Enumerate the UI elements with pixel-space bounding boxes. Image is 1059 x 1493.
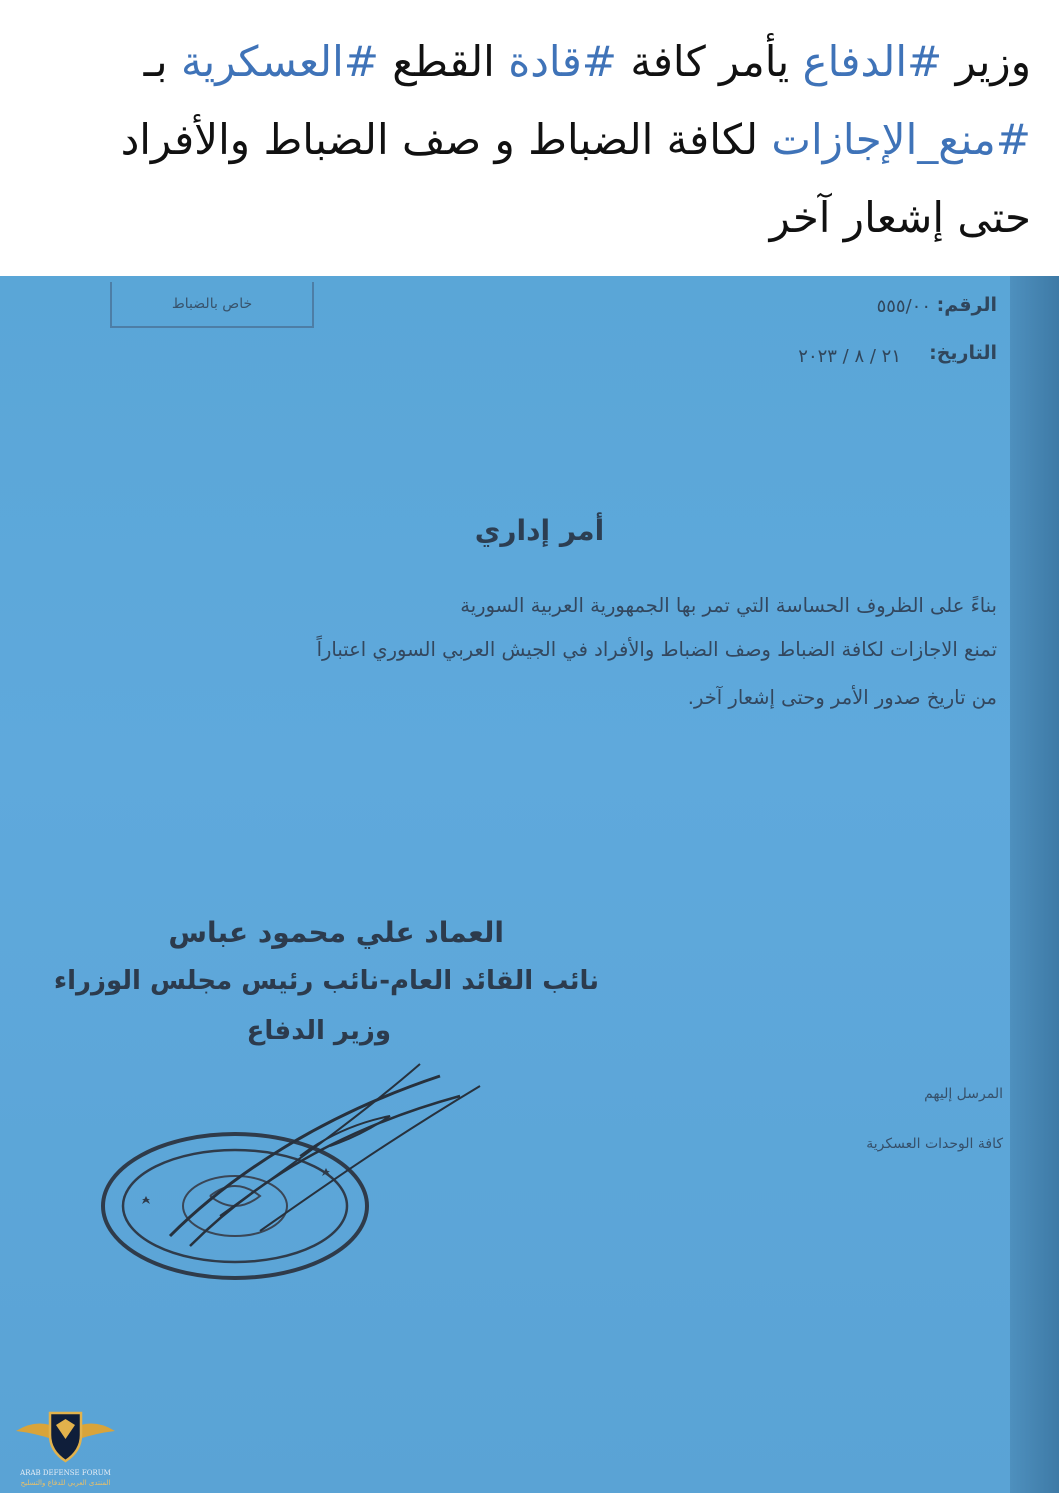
document-photo[interactable]	[0, 276, 1059, 1493]
seal-and-signature	[60, 1056, 520, 1306]
hashtag-defense[interactable]: #الدفاع	[802, 37, 943, 86]
hashtag-military[interactable]: #العسكرية	[180, 37, 379, 86]
private-box: خاص بالضباط	[110, 282, 314, 328]
recipients-label: المرسل إليهم	[924, 1086, 1003, 1102]
post-text-segment: القطع	[378, 37, 509, 86]
body-line: من تاريخ صدور الأمر وحتى إشعار آخر.	[687, 686, 997, 709]
signatory-position: وزير الدفاع	[246, 1016, 391, 1046]
post-line-1	[144, 32, 1031, 92]
date-value: ٢١ / ٨ / ٢٠٢٣	[798, 346, 901, 367]
post-text-segment: وزير	[942, 37, 1031, 86]
seal-icon	[60, 1056, 520, 1306]
hashtag-commanders[interactable]: #قادة	[508, 37, 617, 86]
hashtag-leave-ban[interactable]: #منع_الإجازات	[771, 115, 1031, 164]
body-line: بناءً على الظروف الحساسة التي تمر بها الجمهورية العربية السورية	[460, 594, 997, 617]
post-text	[0, 0, 1059, 276]
logo-caption-ar: المنتدى العربي للدفاع والتسليح	[20, 1479, 111, 1487]
date-label: التاريخ:	[929, 342, 997, 364]
post-line-2	[121, 110, 1031, 170]
ref-label: الرقم:	[936, 294, 997, 316]
recipients: كافة الوحدات العسكرية	[866, 1136, 1003, 1152]
document-title: أمر إداري	[474, 514, 605, 547]
forum-logo	[8, 1405, 123, 1487]
signatory-title: نائب القائد العام-نائب رئيس مجلس الوزراء	[53, 966, 599, 996]
post-text-segment: بـ	[143, 37, 181, 86]
logo-caption-en: ARAB DEFENSE FORUM	[20, 1469, 111, 1477]
post-text-segment: يأمر كافة	[616, 37, 803, 86]
document	[0, 276, 1059, 1493]
shield-wings-icon	[8, 1405, 123, 1469]
post-text-segment: لكافة الضباط و صف الضباط والأفراد	[120, 115, 772, 164]
body-line: تمنع الاجازات لكافة الضباط وصف الضباط والأفراد في الجيش العربي السوري اعتباراً	[316, 638, 997, 661]
signatory-name: العماد علي محمود عباس	[168, 916, 504, 949]
post-line-3: حتى إشعار آخر	[769, 193, 1031, 242]
ref-value: ٥٥٥/٠٠	[876, 296, 931, 317]
